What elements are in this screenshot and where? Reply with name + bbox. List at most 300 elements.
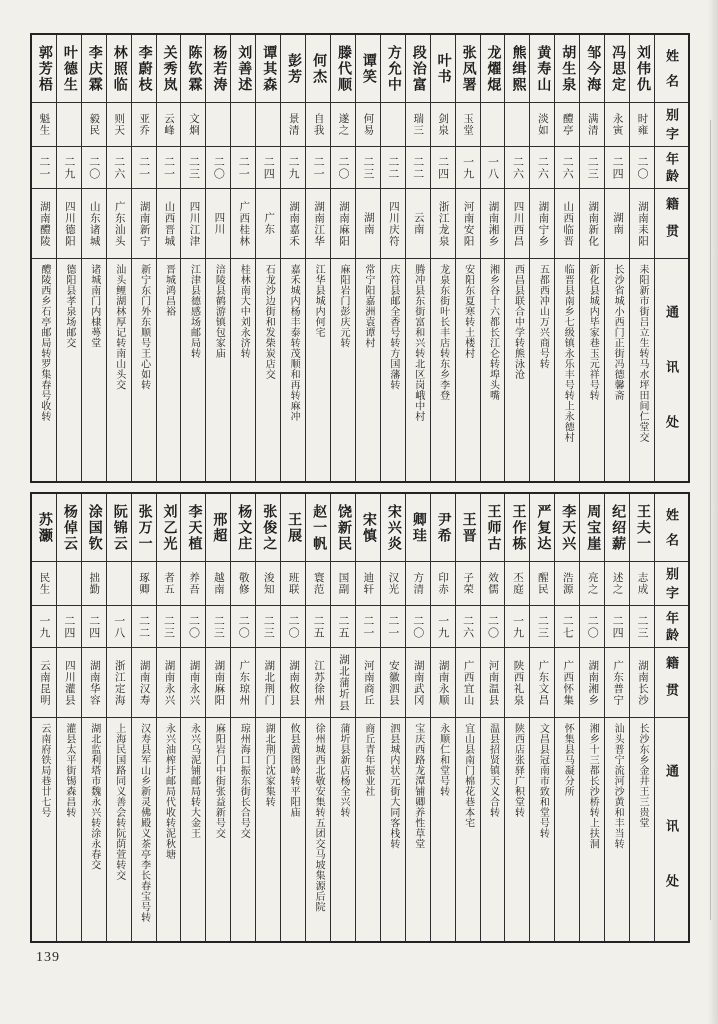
entry-courtesy-name: 民生 bbox=[32, 562, 56, 606]
entry-courtesy-name: 琢卿 bbox=[132, 562, 156, 606]
entry-native-place: 湖南江华 bbox=[306, 189, 330, 259]
entry-courtesy-name: 迪轩 bbox=[356, 562, 380, 606]
entry-name: 刘乙光 bbox=[157, 494, 181, 562]
entry-address: 石龙沙边街和发柴炭店交 bbox=[263, 264, 275, 380]
entry-name: 刘伟仇 bbox=[630, 35, 654, 103]
entry-native-place: 河南安阳 bbox=[456, 189, 480, 259]
entry-native-place: 湖南 bbox=[356, 189, 380, 259]
entry-name: 冯思定 bbox=[605, 35, 629, 103]
directory-entry bbox=[355, 35, 380, 481]
entry-name: 王展 bbox=[281, 494, 305, 562]
row-header-native-place: 籍贯 bbox=[655, 189, 688, 259]
entry-age: 二二 bbox=[406, 147, 430, 189]
entry-address: 诸城南门内棣蕚堂 bbox=[88, 264, 100, 348]
entry-address: 新宁东门外东顺号王心如转 bbox=[138, 264, 150, 390]
entry-native-place: 河南商丘 bbox=[356, 648, 380, 718]
entry-courtesy-name: 效儒 bbox=[481, 562, 505, 606]
entry-name: 龙燿焜 bbox=[481, 35, 505, 103]
row-header-column bbox=[654, 494, 688, 941]
entry-native-place: 湖南永兴 bbox=[181, 648, 205, 718]
entry-age: 二三 bbox=[530, 606, 554, 648]
entry-name: 纪绍薪 bbox=[605, 494, 629, 562]
row-header-address: 通讯处 bbox=[664, 305, 679, 470]
entry-address: 长沙东乡金井王三贵堂 bbox=[637, 723, 649, 828]
entry-name: 郭芳梧 bbox=[32, 35, 56, 103]
entry-native-place: 四川德阳 bbox=[57, 189, 81, 259]
entry-name: 严复达 bbox=[530, 494, 554, 562]
row-header-age: 年龄 bbox=[655, 606, 688, 648]
entry-address: 文昌县冠南市致和堂号转 bbox=[537, 723, 549, 839]
entry-name: 宋兴炎 bbox=[381, 494, 405, 562]
directory-entry bbox=[56, 35, 81, 481]
directory-entry bbox=[430, 494, 455, 941]
entry-native-place: 湖南华容 bbox=[82, 648, 106, 718]
entry-age: 二一 bbox=[132, 147, 156, 189]
entry-age: 二六 bbox=[107, 147, 131, 189]
entry-native-place: 湖北荆门 bbox=[256, 648, 280, 718]
entry-native-place: 湖南武冈 bbox=[406, 648, 430, 718]
entry-name: 李庆霖 bbox=[82, 35, 106, 103]
directory-entry bbox=[579, 35, 604, 481]
entry-courtesy-name: 时雍 bbox=[630, 103, 654, 147]
entry-courtesy-name: 国副 bbox=[331, 562, 355, 606]
directory-entry bbox=[554, 35, 579, 481]
entry-name: 胡生泉 bbox=[555, 35, 579, 103]
directory-entry bbox=[131, 494, 156, 941]
entry-courtesy-name: 瑞三 bbox=[406, 103, 430, 147]
entry-name: 王师古 bbox=[481, 494, 505, 562]
entry-native-place: 浙江龙泉 bbox=[431, 189, 455, 259]
directory-entry bbox=[106, 35, 131, 481]
directory-entry bbox=[579, 494, 604, 941]
directory-table-top bbox=[30, 33, 690, 483]
entry-courtesy-name bbox=[381, 103, 405, 147]
entry-name: 周宝崖 bbox=[580, 494, 604, 562]
entry-native-place: 湖南长沙 bbox=[630, 648, 654, 718]
directory-entry bbox=[230, 35, 255, 481]
entry-age: 一八 bbox=[107, 606, 131, 648]
row-header-address: 通讯处 bbox=[664, 764, 679, 929]
entry-name: 彭芳 bbox=[281, 35, 305, 103]
entry-age: 二四 bbox=[605, 147, 629, 189]
entry-age: 一八 bbox=[481, 147, 505, 189]
directory-entry bbox=[504, 35, 529, 481]
entry-address: 湘乡十三都长沙桥转上扶洞 bbox=[587, 723, 599, 849]
entry-age: 二一 bbox=[157, 147, 181, 189]
entry-name: 谭笑 bbox=[356, 35, 380, 103]
entry-address: 湘乡谷十六都长江仑转埠头嘴 bbox=[487, 264, 499, 401]
entry-address: 汕头普宁流河沙黄和丰当转 bbox=[612, 723, 624, 849]
directory-entry bbox=[230, 494, 255, 941]
entry-age: 二一 bbox=[231, 147, 255, 189]
entry-name: 李天兴 bbox=[555, 494, 579, 562]
entry-courtesy-name: 寰范 bbox=[306, 562, 330, 606]
entry-address: 耒阳新市街吕立生转马水坪田间仁堂交 bbox=[637, 264, 649, 443]
entry-native-place: 湖南湘乡 bbox=[481, 189, 505, 259]
entry-address: 长沙省城小西门正街冯德馨斋 bbox=[612, 264, 624, 401]
row-header-age: 年龄 bbox=[655, 147, 688, 189]
directory-entry bbox=[480, 35, 505, 481]
entry-courtesy-name bbox=[505, 103, 529, 147]
entry-age: 二五 bbox=[306, 606, 330, 648]
entry-native-place: 湖南永兴 bbox=[157, 648, 181, 718]
entry-courtesy-name: 醴亭 bbox=[555, 103, 579, 147]
entry-age: 二三 bbox=[181, 147, 205, 189]
entry-address: 龙泉东街叶长丰店转东乡李登 bbox=[437, 264, 449, 401]
entry-address: 五都西冲山万兴商号转 bbox=[537, 264, 549, 369]
entry-courtesy-name: 志成 bbox=[630, 562, 654, 606]
entry-native-place: 湖南湘乡 bbox=[580, 648, 604, 718]
entry-address: 宜山县南门棉花巷本宅 bbox=[462, 723, 474, 828]
entry-courtesy-name: 丕庭 bbox=[505, 562, 529, 606]
entry-name: 陈钦霖 bbox=[181, 35, 205, 103]
entry-name: 叶书 bbox=[431, 35, 455, 103]
entry-name: 王作栋 bbox=[505, 494, 529, 562]
entry-address: 攸县黄图岭转平阳庙 bbox=[288, 723, 300, 818]
entry-native-place: 湖南嘉禾 bbox=[281, 189, 305, 259]
entry-address: 永兴油榨圩邮局代收转泥秋塘 bbox=[163, 723, 175, 860]
entry-age: 二四 bbox=[256, 147, 280, 189]
entry-age: 二六 bbox=[505, 147, 529, 189]
directory-entry bbox=[330, 35, 355, 481]
entry-name: 邢超 bbox=[206, 494, 230, 562]
entry-name: 张万一 bbox=[132, 494, 156, 562]
entry-age: 二四 bbox=[431, 147, 455, 189]
entry-name: 苏灏 bbox=[32, 494, 56, 562]
entry-address: 腾冲县东街富和兴转北区岗峨中村 bbox=[412, 264, 424, 422]
entry-name: 饶新民 bbox=[331, 494, 355, 562]
entry-age: 二三 bbox=[630, 606, 654, 648]
directory-entry bbox=[156, 494, 181, 941]
directory-entry bbox=[504, 494, 529, 941]
entry-courtesy-name: 玉堂 bbox=[456, 103, 480, 147]
entry-age: 二〇 bbox=[630, 147, 654, 189]
entry-courtesy-name: 浩源 bbox=[555, 562, 579, 606]
entry-address: 江华县城内何宅 bbox=[313, 264, 325, 338]
directory-entry bbox=[255, 494, 280, 941]
entry-address: 云南府铁局巷廿七号 bbox=[38, 723, 50, 818]
entry-courtesy-name: 景清 bbox=[281, 103, 305, 147]
directory-entry bbox=[32, 35, 56, 481]
entry-address: 上海民国路同义善会转阮荫萱转交 bbox=[113, 723, 125, 881]
scan-edge-line bbox=[710, 120, 711, 920]
entry-courtesy-name: 毅民 bbox=[82, 103, 106, 147]
directory-entry bbox=[455, 35, 480, 481]
directory-entry bbox=[604, 35, 629, 481]
entry-name: 方允中 bbox=[381, 35, 405, 103]
entry-native-place: 广东 bbox=[256, 189, 280, 259]
directory-entry bbox=[106, 494, 131, 941]
entry-age: 一九 bbox=[456, 147, 480, 189]
entry-courtesy-name: 遂之 bbox=[331, 103, 355, 147]
entry-age: 二四 bbox=[605, 606, 629, 648]
entry-name: 滕代顺 bbox=[331, 35, 355, 103]
entry-native-place: 浙江定海 bbox=[107, 648, 131, 718]
entry-age: 二〇 bbox=[406, 606, 430, 648]
entry-native-place: 湖南汉寿 bbox=[132, 648, 156, 718]
entry-courtesy-name: 亚乔 bbox=[132, 103, 156, 147]
entry-name: 张俊之 bbox=[256, 494, 280, 562]
directory-entry bbox=[405, 494, 430, 941]
entry-address: 常宁阳嘉洲袁谭村 bbox=[362, 264, 374, 348]
entry-address: 涪陵县鹤游镇包家庙 bbox=[213, 264, 225, 359]
entry-native-place: 四川江津 bbox=[181, 189, 205, 259]
entry-age: 二四 bbox=[57, 606, 81, 648]
entry-native-place: 广东琼州 bbox=[231, 648, 255, 718]
entry-native-place: 江苏徐州 bbox=[306, 648, 330, 718]
entry-name: 李蔚枝 bbox=[132, 35, 156, 103]
entry-native-place: 湖南麻阳 bbox=[206, 648, 230, 718]
entry-age: 二九 bbox=[281, 147, 305, 189]
entry-name: 李天植 bbox=[181, 494, 205, 562]
entry-native-place: 陕西礼泉 bbox=[505, 648, 529, 718]
directory-entry bbox=[480, 494, 505, 941]
entry-name: 卿珪 bbox=[406, 494, 430, 562]
row-header-courtesy-name: 别字 bbox=[655, 103, 688, 147]
entry-name: 段治富 bbox=[406, 35, 430, 103]
entry-name: 杨文庄 bbox=[231, 494, 255, 562]
entry-age: 二六 bbox=[530, 147, 554, 189]
directory-entry bbox=[205, 494, 230, 941]
entry-name: 林照临 bbox=[107, 35, 131, 103]
directory-entry bbox=[430, 35, 455, 481]
entry-courtesy-name: 自我 bbox=[306, 103, 330, 147]
entry-age: 二一 bbox=[306, 147, 330, 189]
entry-native-place: 山东诸城 bbox=[82, 189, 106, 259]
entry-name: 宋慎 bbox=[356, 494, 380, 562]
entry-address: 蒲圻县新店杨全兴转 bbox=[337, 723, 349, 818]
entry-age: 二〇 bbox=[481, 606, 505, 648]
directory-entry bbox=[629, 35, 654, 481]
entry-courtesy-name: 述之 bbox=[605, 562, 629, 606]
entry-native-place: 湖南永顺 bbox=[431, 648, 455, 718]
directory-entry bbox=[280, 494, 305, 941]
directory-entry bbox=[629, 494, 654, 941]
entry-courtesy-name bbox=[231, 103, 255, 147]
entry-native-place: 广东文昌 bbox=[530, 648, 554, 718]
entry-courtesy-name bbox=[256, 103, 280, 147]
directory-entry bbox=[455, 494, 480, 941]
directory-entry bbox=[529, 35, 554, 481]
directory-entry bbox=[81, 35, 106, 481]
directory-entry bbox=[305, 35, 330, 481]
entry-courtesy-name: 养吾 bbox=[181, 562, 205, 606]
entry-name: 谭其森 bbox=[256, 35, 280, 103]
entry-name: 熊缉熙 bbox=[505, 35, 529, 103]
entry-address: 湖北荆门沈家集转 bbox=[263, 723, 275, 807]
entry-native-place: 湖南宁乡 bbox=[530, 189, 554, 259]
entry-address: 庆符县邮全香号转方国藩转 bbox=[387, 264, 399, 390]
entry-address: 晋城鸿昌裕 bbox=[163, 264, 175, 317]
entry-age: 二二 bbox=[132, 606, 156, 648]
entry-name: 何杰 bbox=[306, 35, 330, 103]
entry-courtesy-name bbox=[107, 562, 131, 606]
entry-age: 二〇 bbox=[281, 606, 305, 648]
entry-courtesy-name bbox=[57, 562, 81, 606]
row-header-column bbox=[654, 35, 688, 481]
row-header-courtesy-name: 别字 bbox=[655, 562, 688, 606]
entry-name: 赵一帆 bbox=[306, 494, 330, 562]
entry-address: 徐州城西北敬安集转五团交马坡集源后院 bbox=[313, 723, 325, 912]
entry-age: 二三 bbox=[256, 606, 280, 648]
entry-native-place: 广东普宁 bbox=[605, 648, 629, 718]
entry-courtesy-name: 印赤 bbox=[431, 562, 455, 606]
directory-entry bbox=[180, 494, 205, 941]
entry-name: 涂国钦 bbox=[82, 494, 106, 562]
entry-native-place: 云南 bbox=[406, 189, 430, 259]
entry-courtesy-name: 云峰 bbox=[157, 103, 181, 147]
entry-courtesy-name: 越南 bbox=[206, 562, 230, 606]
entry-address: 麻阳岩门中街张益新号交 bbox=[213, 723, 225, 839]
row-header-name: 姓名 bbox=[655, 35, 688, 103]
directory-entry bbox=[355, 494, 380, 941]
entry-name: 邹今海 bbox=[580, 35, 604, 103]
entry-courtesy-name: 子荣 bbox=[456, 562, 480, 606]
entry-age: 二一 bbox=[356, 606, 380, 648]
entry-native-place: 广西宜山 bbox=[456, 648, 480, 718]
entry-address: 宝庆西路龙潭铺卿养性草堂 bbox=[412, 723, 424, 849]
entry-age: 二六 bbox=[456, 606, 480, 648]
entry-native-place: 湖南新宁 bbox=[132, 189, 156, 259]
directory-entry bbox=[255, 35, 280, 481]
entry-native-place: 广西怀集 bbox=[555, 648, 579, 718]
entry-name: 尹希 bbox=[431, 494, 455, 562]
entry-name: 关秀岚 bbox=[157, 35, 181, 103]
entry-courtesy-name: 魁生 bbox=[32, 103, 56, 147]
entry-age: 二五 bbox=[331, 606, 355, 648]
entry-address: 永顺仁和堂号转 bbox=[437, 723, 449, 797]
entry-native-place: 广东汕头 bbox=[107, 189, 131, 259]
entry-address: 温县招贤镇天义合转 bbox=[487, 723, 499, 818]
entry-age: 二三 bbox=[206, 606, 230, 648]
entry-address: 怀集县马凝分所 bbox=[562, 723, 574, 797]
entry-native-place: 湖南新化 bbox=[580, 189, 604, 259]
entry-native-place: 湖南醴陵 bbox=[32, 189, 56, 259]
entry-age: 二〇 bbox=[82, 147, 106, 189]
entry-native-place: 山西临晋 bbox=[555, 189, 579, 259]
entry-name: 刘善述 bbox=[231, 35, 255, 103]
directory-entry bbox=[380, 35, 405, 481]
entry-age: 二二 bbox=[381, 147, 405, 189]
entry-native-place: 四川庆符 bbox=[381, 189, 405, 259]
entry-address: 汕头鲤湖林厚记转南山头交 bbox=[113, 264, 125, 390]
entry-native-place: 广西桂林 bbox=[231, 189, 255, 259]
entry-native-place: 河南温县 bbox=[481, 648, 505, 718]
entry-age: 二〇 bbox=[206, 147, 230, 189]
entry-age: 二三 bbox=[580, 147, 604, 189]
entry-courtesy-name bbox=[481, 103, 505, 147]
entry-courtesy-name: 敬修 bbox=[231, 562, 255, 606]
directory-table-bottom bbox=[30, 492, 690, 943]
directory-entry bbox=[330, 494, 355, 941]
entry-courtesy-name: 淡如 bbox=[530, 103, 554, 147]
entry-age: 二〇 bbox=[231, 606, 255, 648]
directory-entry bbox=[305, 494, 330, 941]
entry-courtesy-name: 醒民 bbox=[530, 562, 554, 606]
entry-age: 二六 bbox=[555, 147, 579, 189]
entry-address: 麻阳岩门彭庆元转 bbox=[337, 264, 349, 348]
row-header-native-place: 籍贯 bbox=[655, 648, 688, 718]
entry-courtesy-name: 满清 bbox=[580, 103, 604, 147]
entry-courtesy-name: 班联 bbox=[281, 562, 305, 606]
entry-native-place: 湖南耒阳 bbox=[630, 189, 654, 259]
entry-courtesy-name: 方清 bbox=[406, 562, 430, 606]
entry-courtesy-name: 则天 bbox=[107, 103, 131, 147]
directory-entry bbox=[81, 494, 106, 941]
entry-age: 一九 bbox=[505, 606, 529, 648]
directory-entry bbox=[280, 35, 305, 481]
directory-entry bbox=[529, 494, 554, 941]
entry-address: 商丘青年振业社 bbox=[362, 723, 374, 797]
entry-age: 二一 bbox=[32, 147, 56, 189]
entry-address: 湖北监利塔市魏永兴转涂永春交 bbox=[88, 723, 100, 870]
entry-address: 陕西店张驿广积堂转 bbox=[512, 723, 524, 818]
entry-courtesy-name: 浚知 bbox=[256, 562, 280, 606]
row-header-name: 姓名 bbox=[655, 494, 688, 562]
entry-address: 醴陵西乡石亭邮局转罗集春号收转 bbox=[38, 264, 50, 422]
directory-entry bbox=[56, 494, 81, 941]
entry-address: 汉寿县军山乡新灵佛殿义茶亭李长春宝号转 bbox=[138, 723, 150, 923]
entry-courtesy-name: 剑泉 bbox=[431, 103, 455, 147]
entry-native-place: 四川西昌 bbox=[505, 189, 529, 259]
entry-native-place: 湖南攸县 bbox=[281, 648, 305, 718]
entry-courtesy-name: 永寅 bbox=[605, 103, 629, 147]
entry-address: 西昌县联合中学转熊泳沧 bbox=[512, 264, 524, 380]
directory-entry bbox=[604, 494, 629, 941]
entry-age: 二〇 bbox=[331, 147, 355, 189]
entry-address: 新化县城内毕家巷玉元祥号转 bbox=[587, 264, 599, 401]
page-number: 139 bbox=[36, 950, 60, 965]
directory-entry bbox=[554, 494, 579, 941]
entry-age: 二一 bbox=[381, 606, 405, 648]
directory-entry bbox=[205, 35, 230, 481]
entry-age: 二三 bbox=[157, 606, 181, 648]
directory-entry bbox=[32, 494, 56, 941]
entry-address: 德阳县孝泉场邮交 bbox=[63, 264, 75, 348]
entry-native-place: 四川 bbox=[206, 189, 230, 259]
entry-address: 琼州海口振东街长合号交 bbox=[238, 723, 250, 839]
directory-entry bbox=[131, 35, 156, 481]
entry-age: 二〇 bbox=[580, 606, 604, 648]
entry-address: 泗县城内状元街大同客栈转 bbox=[387, 723, 399, 849]
entry-native-place: 湖北蒲圻县 bbox=[331, 648, 355, 718]
entry-address: 嘉禾城内杨丰泰转茂顺和再转麻冲 bbox=[288, 264, 300, 422]
entry-native-place: 湖南麻阳 bbox=[331, 189, 355, 259]
entry-address: 灌县太平街锡森昌转 bbox=[63, 723, 75, 818]
entry-age: 二七 bbox=[555, 606, 579, 648]
entry-name: 杨倬云 bbox=[57, 494, 81, 562]
entry-address: 永兴乌泥铺邮局转大金王 bbox=[188, 723, 200, 839]
entry-native-place: 湖南 bbox=[605, 189, 629, 259]
directory-entry bbox=[380, 494, 405, 941]
entry-name: 黄寿山 bbox=[530, 35, 554, 103]
entry-native-place: 云南昆明 bbox=[32, 648, 56, 718]
entry-courtesy-name: 何易 bbox=[356, 103, 380, 147]
entry-courtesy-name: 亮之 bbox=[580, 562, 604, 606]
entry-native-place: 四川灌县 bbox=[57, 648, 81, 718]
entry-address: 安阳东夏寒转土楼村 bbox=[462, 264, 474, 359]
entry-courtesy-name: 汉光 bbox=[381, 562, 405, 606]
entry-name: 张凤署 bbox=[456, 35, 480, 103]
entry-courtesy-name: 者五 bbox=[157, 562, 181, 606]
entry-age: 二四 bbox=[82, 606, 106, 648]
entry-address: 临晋县南乡七级镇永乐丰号转上永德村 bbox=[562, 264, 574, 443]
directory-entry bbox=[156, 35, 181, 481]
entry-address: 桂林南大中刘永济转 bbox=[238, 264, 250, 359]
directory-entry bbox=[180, 35, 205, 481]
entry-courtesy-name bbox=[206, 103, 230, 147]
entry-courtesy-name bbox=[57, 103, 81, 147]
